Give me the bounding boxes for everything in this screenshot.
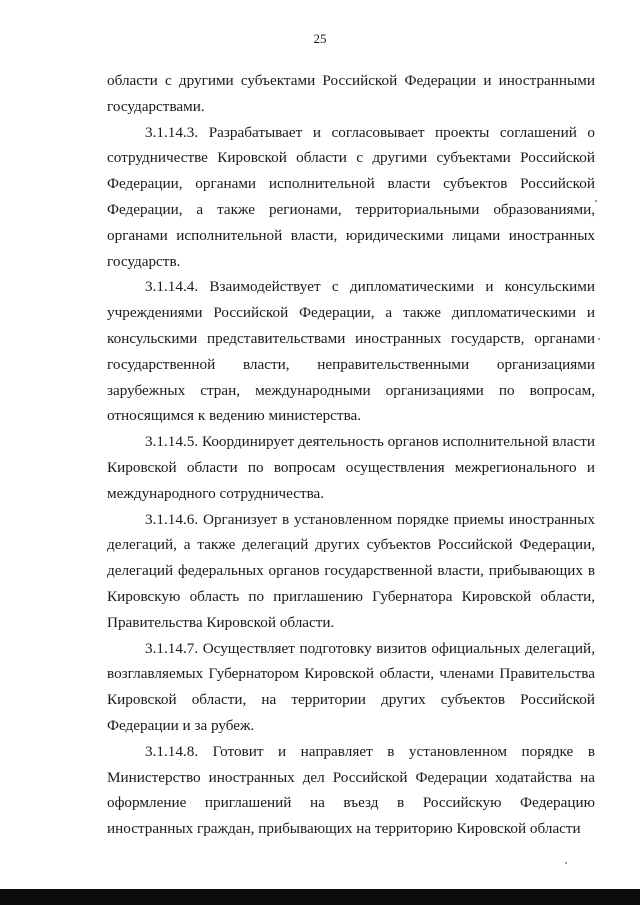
paragraph-3-1-14-8: 3.1.14.8. Готовит и направляет в установленном порядке в Министерство иностранных дел Российской Федерации ходатайства на оформление приглашений на въезд в Российскую Федерацию иностранных граждан, прибывающих на территорию Кировской области — [107, 742, 595, 838]
paragraph-3-1-14-4: 3.1.14.4. Взаимодействует с дипломатическими и консульскими учреждениями Российской Федерации, а также дипломатическими и консульскими представительствами иностранных государств, органами государственной власти, неправительственными организациями зарубежных стран, международными организациями по вопросам, относящимся к ведению министерства. — [107, 278, 595, 425]
scan-speck — [565, 862, 567, 864]
paragraph-continuation: области с другими субъектами Российской Федерации и иностранными государствами. — [107, 72, 595, 115]
page-number: 25 — [313, 31, 327, 46]
scan-speck — [598, 338, 600, 340]
paragraph-3-1-14-3: 3.1.14.3. Разрабатывает и согласовывает проекты соглашений о сотрудничестве Кировской области с другими субъектами Российской Федерации, органами исполнительной власти субъектов Российской Федерации, а также регионами, территориальными образованиями, органами исполнительной власти, юридическими лицами иностранных государств. — [107, 123, 595, 270]
scan-speck — [595, 200, 597, 202]
document-body — [107, 68, 595, 842]
paragraph-3-1-14-7: 3.1.14.7. Осуществляет подготовку визитов официальных делегаций, возглавляемых Губернатором Кировской области, членами Правительства Кировской области, на территории других субъектов Российской Федерации и за рубеж. — [107, 639, 595, 734]
paragraph-3-1-14-6: 3.1.14.6. Организует в установленном порядке приемы иностранных делегаций, а также делегаций других субъектов Российской Федерации, делегаций федеральных органов государственной власти, прибывающих в Кировскую область по приглашению Губернатора Кировской области, Правительства Кировской области. — [107, 510, 595, 631]
paragraph-3-1-14-5: 3.1.14.5. Координирует деятельность органов исполнительной власти Кировской области по вопросам осуществления межрегионального и международного сотрудничества. — [107, 433, 595, 502]
scan-bottom-edge — [0, 889, 640, 905]
